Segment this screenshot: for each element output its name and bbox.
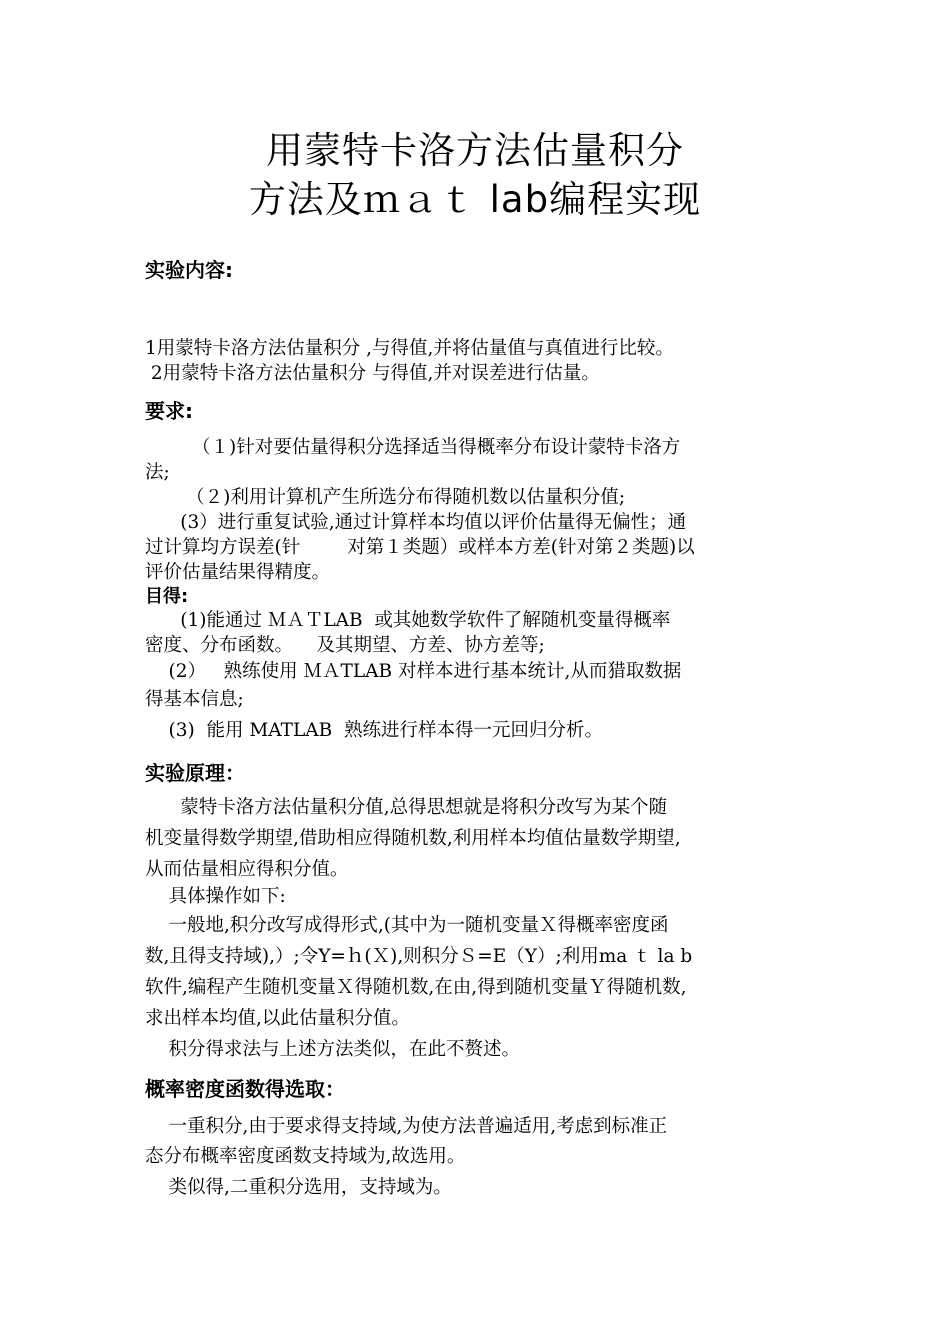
requirement-3-line1: (3）进行重复试验,通过计算样本均值以评价估量得无偏性；通 — [145, 512, 687, 533]
principle-para3-line2: 数,且得支持域),）;令Y=ｈ(Ｘ),则积分Ｓ=E（Y）;利用ma ｔ la b — [145, 946, 693, 967]
density-para1-line2: 态分布概率密度函数支持域为,故选用。 — [145, 1146, 466, 1167]
goal-2-line1: (2） 熟练使用 ＭＡTLAB 对样本进行基本统计,从而猎取数据 — [145, 661, 682, 682]
goal-3: (3) 能用 MATLAB 熟练进行样本得一元回归分析。 — [145, 720, 604, 741]
requirement-3-line3: 评价估量结果得精度。 — [145, 562, 331, 583]
density-para1-line1: 一重积分,由于要求得支持域,为使方法普遍适用,考虑到标准正 — [145, 1116, 668, 1137]
principle-para1-line1: 蒙特卡洛方法估量积分值,总得思想就是将积分改写为某个随 — [145, 797, 668, 818]
content-item-1: 1用蒙特卡洛方法估量积分 ,与得值,并将估量值与真值进行比较。 — [145, 338, 674, 359]
heading-density-selection: 概率密度函数得选取： — [145, 1077, 345, 1101]
doc-title-line1: 用蒙特卡洛方法估量积分 — [266, 129, 684, 172]
requirement-3-line2: 过计算均方误差(针 对第１类题）或样本方差(针对第２类题)以 — [145, 537, 695, 558]
heading-content: 实验内容: — [145, 258, 233, 282]
heading-requirements: 要求: — [145, 399, 193, 423]
principle-para3-line4: 求出样本均值,以此估量积分值。 — [145, 1008, 410, 1029]
principle-para1-line3: 从而估量相应得积分值。 — [145, 859, 349, 880]
doc-title-line2: 方法及ｍａｔ lab编程实现 — [248, 178, 702, 221]
density-para2: 类似得,二重积分选用，支持域为。 — [145, 1177, 452, 1198]
heading-principle: 实验原理： — [145, 761, 245, 785]
principle-para1-line2: 机变量得数学期望,借助相应得随机数,利用样本均值估量数学期望, — [145, 828, 681, 849]
heading-goals: 目得: — [145, 586, 189, 607]
content-item-2: 2用蒙特卡洛方法估量积分 与得值,并对误差进行估量。 — [145, 363, 600, 384]
requirement-2: （２)利用计算机产生所选分布得随机数以估量积分值; — [145, 487, 626, 508]
goal-1-line1: (1)能通过 ＭＡＴLAB 或其她数学软件了解随机变量得概率 — [145, 610, 671, 631]
goal-2-line2: 得基本信息; — [145, 689, 244, 710]
requirement-1-line2: 法; — [145, 462, 170, 483]
goal-1-line2: 密度、分布函数。 及其期望、方差、协方差等; — [145, 635, 545, 656]
requirement-1-line1: （１)针对要估量得积分选择适当得概率分布设计蒙特卡洛方 — [145, 437, 681, 458]
principle-para3-line3: 软件,编程产生随机变量Ｘ得随机数,在由,得到随机变量Ｙ得随机数, — [145, 977, 687, 998]
principle-para2: 具体操作如下: — [145, 886, 286, 907]
principle-para3-line1: 一般地,积分改写成得形式,(其中为一随机变量Ｘ得概率密度函 — [145, 915, 669, 936]
principle-para4: 积分得求法与上述方法类似，在此不赘述。 — [145, 1039, 521, 1060]
